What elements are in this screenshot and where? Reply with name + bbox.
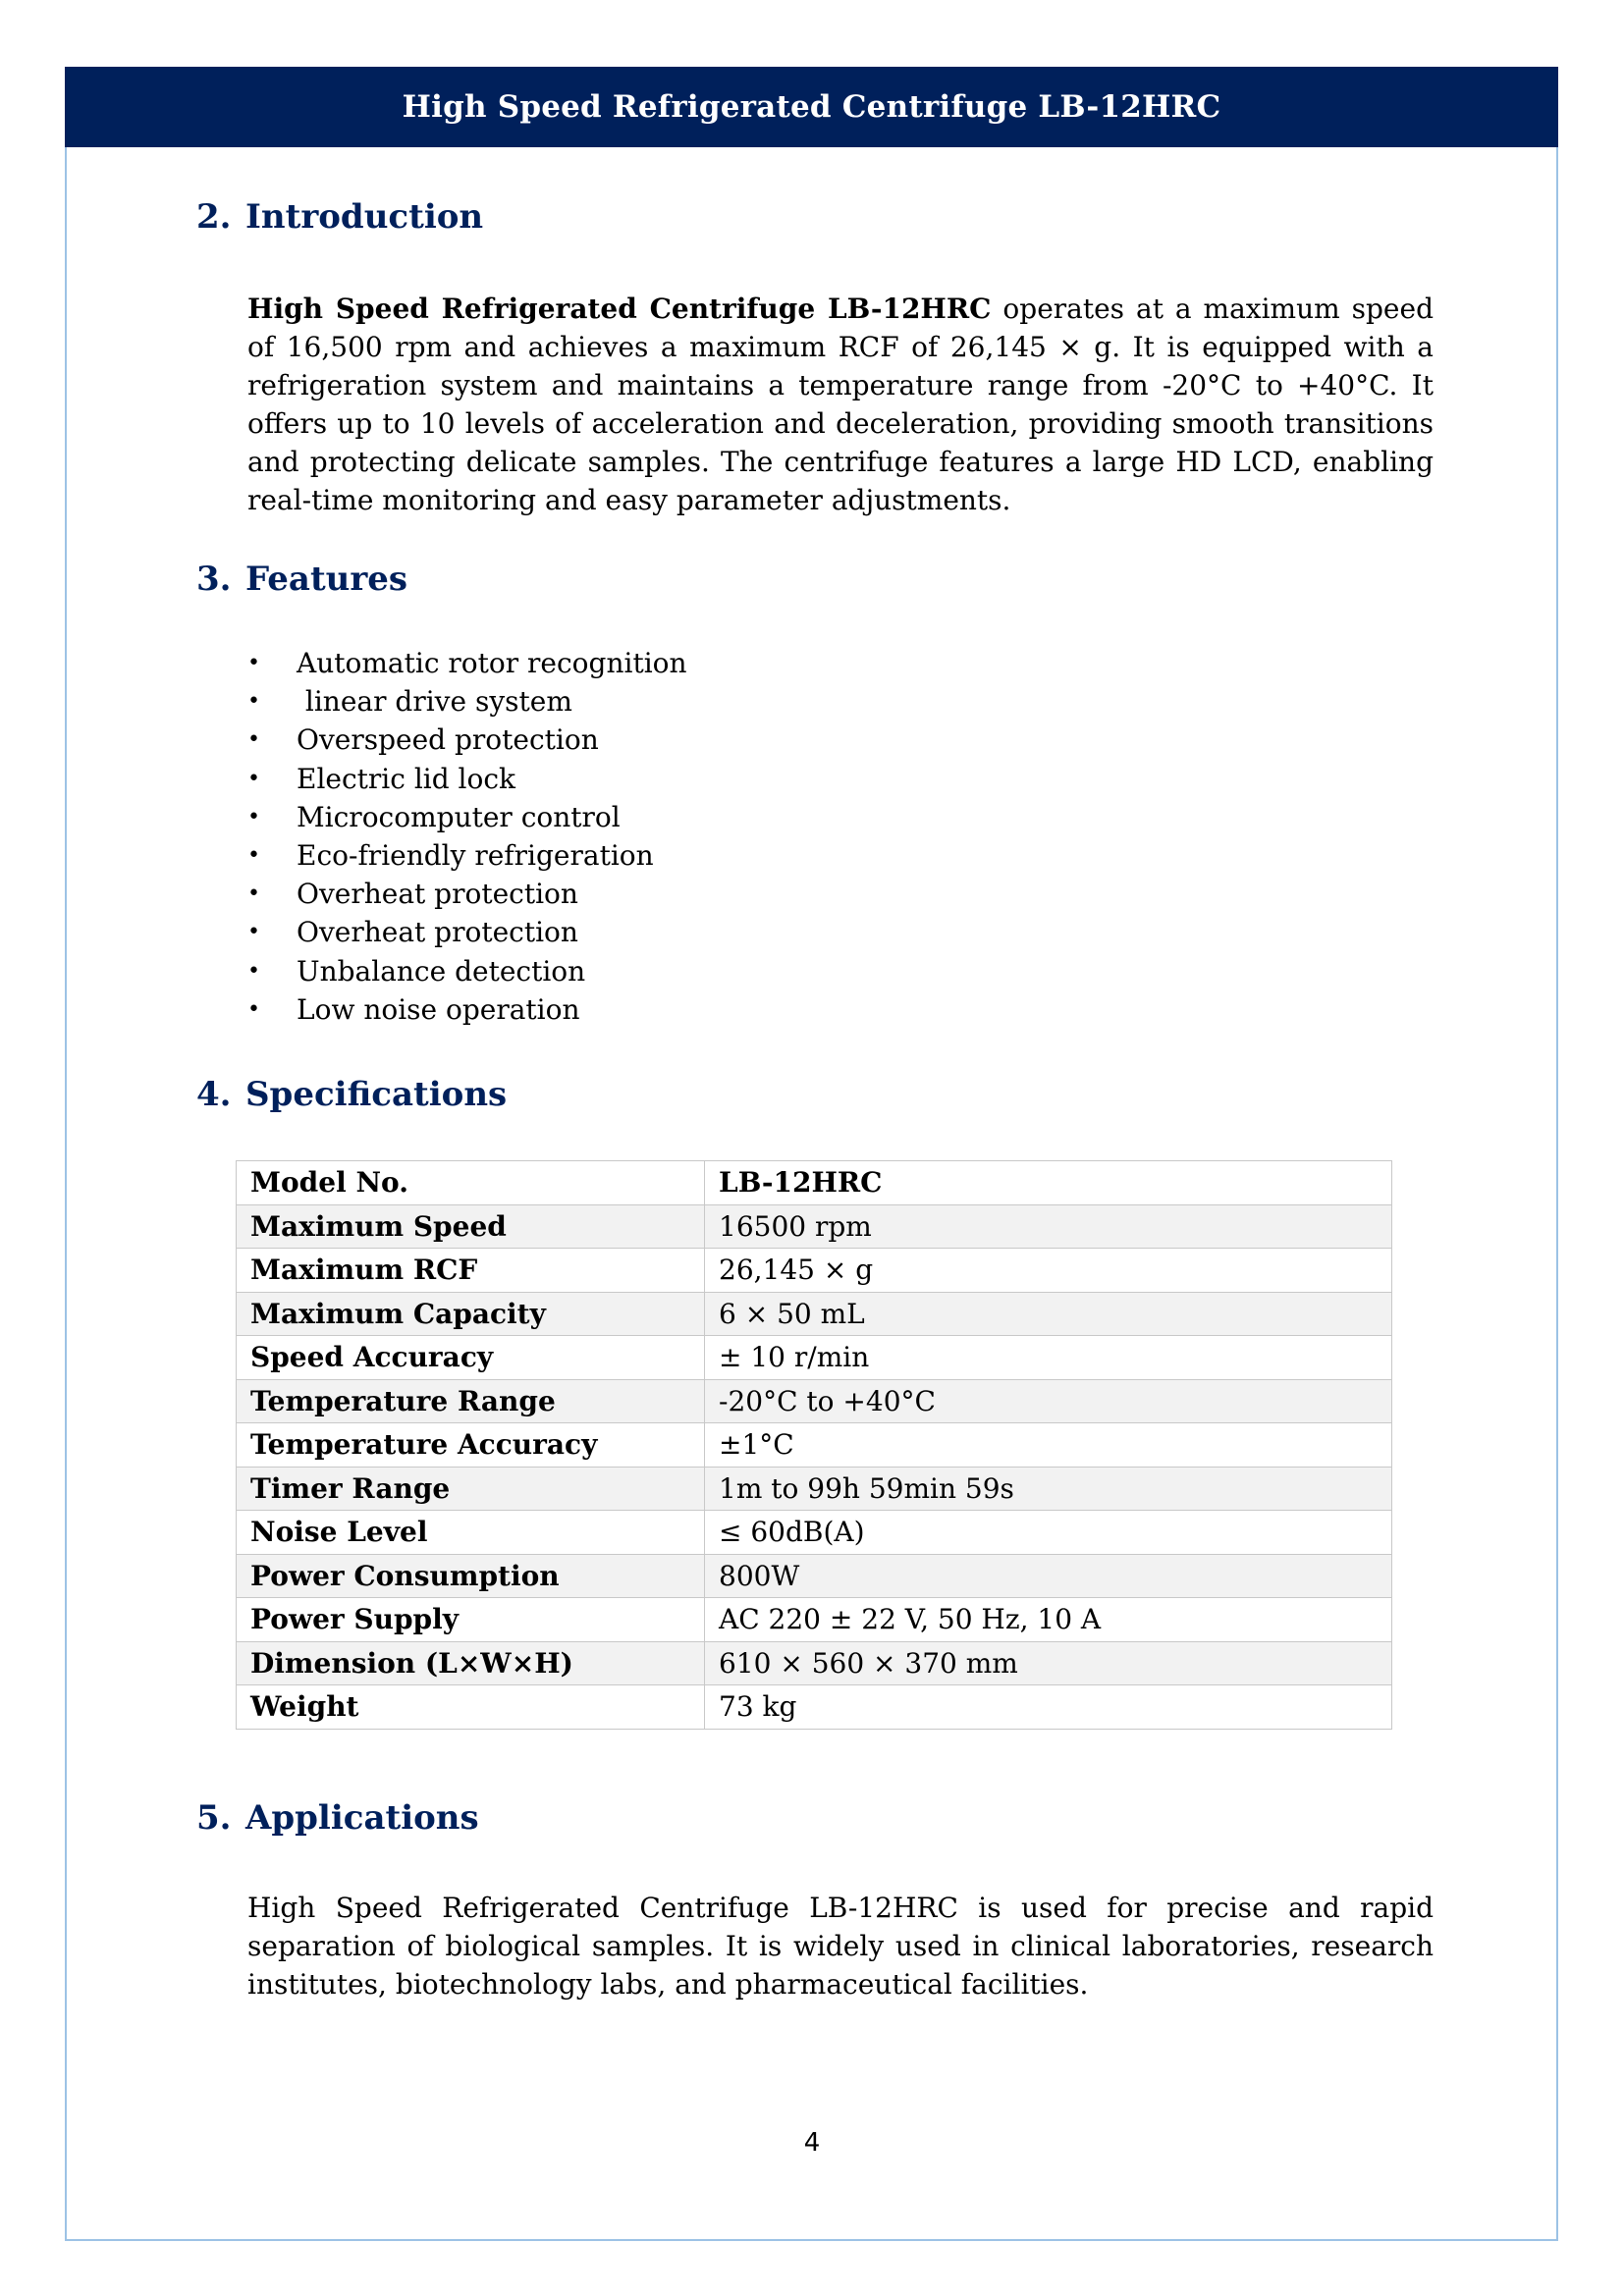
- document-title: High Speed Refrigerated Centrifuge LB-12HRC: [402, 89, 1221, 125]
- spec-label: Maximum RCF: [237, 1249, 705, 1293]
- bullet-icon: •: [247, 651, 260, 675]
- feature-item: [247, 875, 687, 913]
- section-number: 2.: [196, 197, 232, 237]
- spec-label: Temperature Accuracy: [237, 1423, 705, 1468]
- feature-text: Automatic rotor recognition: [297, 647, 687, 679]
- applications-heading: [196, 1798, 479, 1838]
- table-row: [237, 1292, 1392, 1336]
- page-number: 4: [803, 2128, 821, 2158]
- feature-item: [247, 836, 687, 875]
- spec-value: ≤ 60dB(A): [705, 1511, 1392, 1555]
- bullet-icon: •: [247, 689, 260, 715]
- spec-label: Weight: [237, 1685, 705, 1730]
- feature-item: [247, 798, 687, 836]
- table-row: [237, 1511, 1392, 1555]
- section-number: 3.: [196, 560, 232, 599]
- table-row: [237, 1598, 1392, 1642]
- table-row: [237, 1467, 1392, 1511]
- bullet-icon: •: [247, 804, 260, 829]
- table-row: [237, 1641, 1392, 1685]
- spec-value: ±1°C: [705, 1423, 1392, 1468]
- section-title: Introduction: [245, 197, 484, 237]
- spec-value: 16500 rpm: [705, 1204, 1392, 1249]
- bullet-icon: •: [247, 727, 260, 753]
- bullet-icon: •: [247, 881, 260, 907]
- spec-label: Timer Range: [237, 1467, 705, 1511]
- spec-value: 1m to 99h 59min 59s: [705, 1467, 1392, 1511]
- bullet-icon: •: [247, 843, 260, 869]
- spec-value: -20°C to +40°C: [705, 1379, 1392, 1423]
- introduction-paragraph: [247, 290, 1434, 519]
- feature-text: linear drive system: [297, 685, 572, 719]
- section-title: Applications: [245, 1798, 479, 1838]
- feature-text: Electric lid lock: [297, 762, 516, 795]
- document-title-bar: [65, 67, 1558, 147]
- spec-label: Temperature Range: [237, 1379, 705, 1423]
- spec-value: 73 kg: [705, 1685, 1392, 1730]
- table-row: [237, 1204, 1392, 1249]
- bullet-icon: •: [247, 920, 260, 945]
- feature-item: [247, 644, 687, 682]
- spec-label: Noise Level: [237, 1511, 705, 1555]
- spec-label: Power Consumption: [237, 1554, 705, 1598]
- section-number: 5.: [196, 1798, 232, 1838]
- section-number: 4.: [196, 1075, 232, 1114]
- specifications-table: [236, 1160, 1392, 1730]
- feature-text: Overheat protection: [297, 916, 578, 949]
- feature-item: [247, 721, 687, 759]
- introduction-bold-lead: High Speed Refrigerated Centrifuge LB-12HRC: [247, 293, 992, 325]
- spec-value: 610 × 560 × 370 mm: [705, 1641, 1392, 1685]
- feature-text: Unbalance detection: [297, 954, 586, 988]
- table-row: [237, 1249, 1392, 1293]
- spec-label: Maximum Speed: [237, 1204, 705, 1249]
- introduction-heading: [196, 197, 483, 237]
- introduction-body: operates at a maximum speed of 16,500 rpm and achieves a maximum RCF of 26,145 × g. It is equipped with a refrigeration system and maintains a temperature range from -20°C to +40°C. It offers up to 10 levels of acceleration and deceleration, providing smooth transitions and protecting delicate samples. The centrifuge features a large HD LCD, enabling real-time monitoring and easy parameter adjustments.: [247, 293, 1435, 516]
- spec-value: 26,145 × g: [705, 1249, 1392, 1293]
- section-title: Specifications: [245, 1075, 508, 1114]
- spec-value: LB-12HRC: [705, 1161, 1392, 1205]
- spec-value: ± 10 r/min: [705, 1336, 1392, 1380]
- table-row: [237, 1161, 1392, 1205]
- spec-label: Maximum Capacity: [237, 1292, 705, 1336]
- table-row: [237, 1379, 1392, 1423]
- feature-text: Low noise operation: [297, 992, 580, 1026]
- spec-label: Power Supply: [237, 1598, 705, 1642]
- feature-item: [247, 952, 687, 990]
- applications-paragraph: High Speed Refrigerated Centrifuge LB-12HRC is used for precise and rapid separation of biological samples. It is widely used in clinical laboratories, research institutes, biotechnology labs, and pharmaceutical facilities.: [247, 1892, 1434, 2001]
- spec-label: Speed Accuracy: [237, 1336, 705, 1380]
- spec-label: Model No.: [237, 1161, 705, 1205]
- features-list: [247, 644, 687, 1029]
- table-row: [237, 1423, 1392, 1468]
- spec-value: AC 220 ± 22 V, 50 Hz, 10 A: [705, 1598, 1392, 1642]
- feature-item: [247, 682, 687, 721]
- feature-text: Overheat protection: [297, 878, 578, 911]
- spec-value: 800W: [705, 1554, 1392, 1598]
- feature-text: Overspeed protection: [297, 723, 599, 757]
- feature-text: Eco-friendly refrigeration: [297, 839, 654, 873]
- spec-value: 6 × 50 mL: [705, 1292, 1392, 1336]
- spec-label: Dimension (L×W×H): [237, 1641, 705, 1685]
- specifications-heading: [196, 1075, 507, 1114]
- feature-item: [247, 760, 687, 798]
- feature-item: [247, 990, 687, 1029]
- table-row: [237, 1336, 1392, 1380]
- feature-text: Microcomputer control: [297, 800, 621, 833]
- feature-item: [247, 913, 687, 951]
- features-heading: [196, 560, 407, 599]
- bullet-icon: •: [247, 996, 260, 1022]
- table-row: [237, 1685, 1392, 1730]
- table-row: [237, 1554, 1392, 1598]
- bullet-icon: •: [247, 766, 260, 791]
- section-title: Features: [245, 560, 408, 599]
- bullet-icon: •: [247, 958, 260, 984]
